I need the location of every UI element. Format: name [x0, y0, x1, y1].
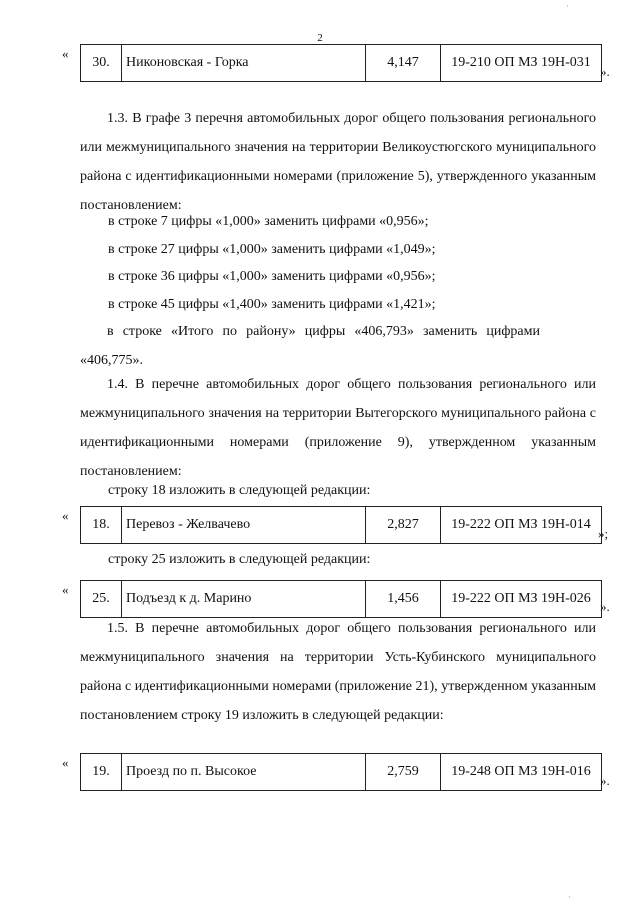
road-length: 2,759 [366, 754, 441, 791]
road-id: 19-248 ОП МЗ 19Н-016 [441, 754, 602, 791]
page-number: 2 [317, 32, 323, 44]
list-item-total: в строке «Итого по району» цифры «406,793» заменить цифрами «406,775». [80, 324, 540, 368]
row-number: 19. [81, 754, 122, 791]
instruction-row-18: строку 18 изложить в следующей редакции: [108, 483, 371, 498]
instruction-row-25: строку 25 изложить в следующей редакции: [108, 552, 371, 567]
road-id: 19-210 ОП МЗ 19Н-031 [441, 45, 602, 82]
list-item: в строке 27 цифры «1,000» заменить цифрами «1,049»; [108, 242, 436, 257]
list-item: в строке 36 цифры «1,000» заменить цифрами «0,956»; [108, 269, 436, 284]
list-item: в строке 45 цифры «1,400» заменить цифрами «1,421»; [108, 297, 436, 312]
road-id: 19-222 ОП МЗ 19Н-026 [441, 581, 602, 618]
road-table-row [80, 44, 602, 82]
road-table-row [80, 753, 602, 791]
row-number: 25. [81, 581, 122, 618]
road-id: 19-222 ОП МЗ 19Н-014 [441, 507, 602, 544]
close-quote: ». [600, 773, 610, 788]
road-table-row [80, 580, 602, 618]
row-number: 18. [81, 507, 122, 544]
close-quote: »; [598, 526, 609, 541]
road-length: 1,456 [366, 581, 441, 618]
open-quote: « [62, 582, 69, 597]
road-name: Никоновская - Горка [122, 45, 366, 82]
scan-mark: · [566, 2, 569, 11]
row-number: 30. [81, 45, 122, 82]
road-name: Перевоз - Желвачево [122, 507, 366, 544]
road-name: Проезд по п. Высокое [122, 754, 366, 791]
close-quote: ». [600, 599, 610, 614]
road-length: 4,147 [366, 45, 441, 82]
open-quote: « [62, 508, 69, 523]
list-item: в строке 7 цифры «1,000» заменить цифрами «0,956»; [108, 214, 429, 229]
open-quote: « [62, 755, 69, 770]
paragraph-1-5: 1.5. В перечне автомобильных дорог общего пользования регионального или межмуниципального значения на территории Усть-Кубинского муниципального района с идентификационными номерами (приложение 21), утвержденном указанным постановлением строку 19 изложить в следующей редакции: [80, 621, 596, 723]
road-table-row [80, 506, 602, 544]
road-name: Подъезд к д. Марино [122, 581, 366, 618]
paragraph-1-3: 1.3. В графе 3 перечня автомобильных дорог общего пользования регионального или межмуниципального значения на территории Великоустюгского муниципального района с идентификационными номерами (приложение 5), утвержденного указанным постановлением: [80, 111, 596, 213]
close-quote: ». [600, 64, 610, 79]
open-quote: « [62, 46, 69, 61]
scan-mark: · [568, 893, 571, 902]
road-length: 2,827 [366, 507, 441, 544]
paragraph-1-4: 1.4. В перечне автомобильных дорог общего пользования регионального или межмуниципального значения на территории Вытегорского муниципального района с идентификационными номерами (приложение 9), утвержденном указанным постановлением: [80, 377, 596, 479]
